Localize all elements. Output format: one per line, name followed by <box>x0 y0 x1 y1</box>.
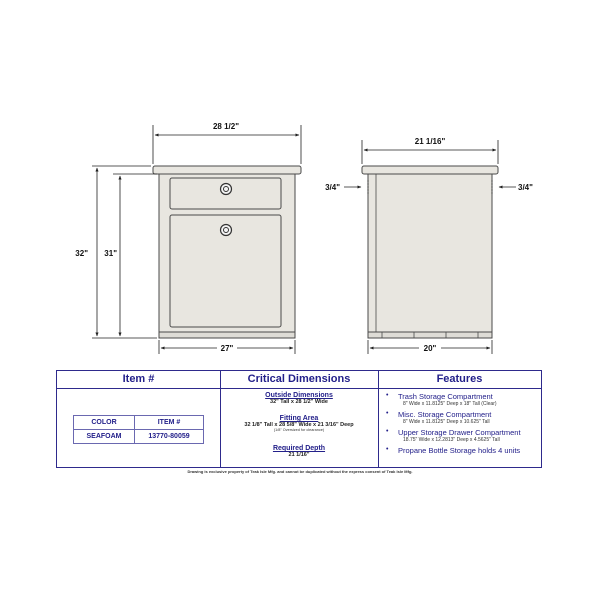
side-cabinet-body <box>368 174 492 332</box>
item-label: ITEM # <box>135 416 204 430</box>
feature-name: Upper Storage Drawer Compartment <box>398 428 521 437</box>
critical-column <box>220 371 379 467</box>
feature-item <box>384 392 539 408</box>
bullet-icon: • <box>386 428 389 435</box>
item-value: 13770-80059 <box>135 430 204 444</box>
item-header: Item # <box>57 371 220 389</box>
right-overhang-label: 3/4" <box>518 183 533 192</box>
features-header: Features <box>378 371 541 389</box>
outside-dimensions-title: Outside Dimensions <box>265 392 333 399</box>
feature-detail: 18.75" Wide x 12.2813" Deep x 4.5625" Tall <box>403 437 500 443</box>
bullet-icon: • <box>386 392 389 399</box>
critical-header: Critical Dimensions <box>220 371 378 389</box>
required-depth-block <box>220 445 378 458</box>
front-view <box>75 122 301 354</box>
front-outer-height-label: 32" <box>75 249 88 258</box>
front-base <box>159 332 295 338</box>
color-value: SEAFOAM <box>74 430 135 444</box>
bullet-icon: • <box>386 446 389 453</box>
side-base <box>368 332 492 338</box>
left-overhang-label: 3/4" <box>325 183 340 192</box>
feature-item <box>384 410 539 426</box>
bullet-icon: • <box>386 410 389 417</box>
front-width-label: 28 1/2" <box>212 122 240 131</box>
side-top-lip <box>362 166 498 174</box>
required-depth-value: 21 1/16" <box>288 452 310 458</box>
color-label: COLOR <box>74 416 135 430</box>
outside-dimensions-block <box>220 392 378 405</box>
fitting-area-block <box>220 415 378 432</box>
side-width-label: 21 1/16" <box>414 137 446 146</box>
features-column <box>378 371 541 467</box>
feature-name: Propane Bottle Storage holds 4 units <box>398 446 521 455</box>
color-item-table <box>73 415 204 444</box>
front-top-lip <box>153 166 301 174</box>
feature-name: Misc. Storage Compartment <box>398 410 492 419</box>
fitting-area-title: Fitting Area <box>279 415 319 422</box>
feature-detail: 8" Wide x 11.8125" Deep x 10.625" Tall <box>403 419 490 425</box>
feature-detail: 8" Wide x 11.8125" Deep x 18" Tall (Clear) <box>403 401 497 407</box>
fitting-area-value: 32 1/8" Tall x 28 5/8" Wide x 21 3/16" Deep <box>244 422 354 428</box>
feature-item <box>384 446 539 455</box>
fitting-area-note: (1/8" Oversized for clearance) <box>273 428 325 432</box>
features-list <box>384 392 539 457</box>
item-column <box>57 371 221 467</box>
front-base-width-label: 27" <box>220 344 234 353</box>
outside-dimensions-value: 32" Tall x 28 1/2" Wide <box>270 399 328 405</box>
required-depth-title: Required Depth <box>272 445 326 452</box>
front-inner-height-label: 31" <box>104 249 117 258</box>
disclaimer-text: Drawing is exclusive property of Teak Isle Mfg. and cannot be duplicated without the express consent of Teak Isle Mfg. <box>187 469 413 474</box>
door-handle-icon <box>221 225 232 236</box>
drawer-handle-icon <box>221 184 232 195</box>
side-depth-label: 20" <box>423 344 437 353</box>
side-view <box>325 137 533 354</box>
spec-table <box>56 370 542 468</box>
feature-name: Trash Storage Compartment <box>398 392 493 401</box>
feature-item <box>384 428 539 444</box>
